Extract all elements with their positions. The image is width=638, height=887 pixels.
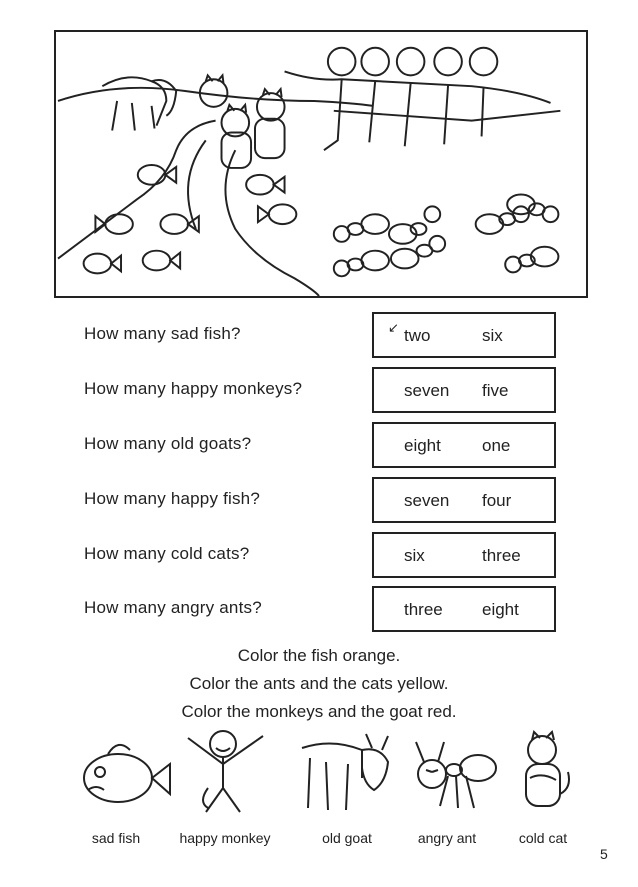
question-text: How many happy monkeys? (84, 379, 303, 398)
instruction-line: Color the ants and the cats yellow. (189, 674, 449, 693)
instruction-line: Color the monkeys and the goat red. (181, 702, 457, 721)
goat-drawing (102, 77, 176, 130)
question-text: How many angry ants? (84, 598, 262, 617)
answer-option[interactable]: six (404, 546, 425, 565)
answer-option[interactable]: two (404, 326, 431, 345)
answer-option[interactable]: four (482, 491, 512, 510)
cold-cat-icon (512, 728, 574, 814)
old-goat-icon (292, 728, 396, 814)
answer-box (372, 532, 556, 578)
answer-option[interactable]: eight (482, 600, 519, 619)
legend-label: sad fish (91, 830, 141, 846)
question-row (0, 532, 638, 580)
question-row (0, 586, 638, 634)
instruction-line: Color the fish orange. (237, 646, 401, 665)
angry-ant-icon (404, 728, 498, 814)
answer-option[interactable]: seven (404, 381, 450, 400)
pencil-mark: ↙ (388, 320, 399, 335)
legend-label: happy monkey (179, 830, 271, 846)
question-row (0, 422, 638, 470)
sad-fish-icon (78, 728, 172, 814)
answer-option[interactable]: six (482, 326, 503, 345)
scene-illustration (54, 30, 588, 298)
page-number: 5 (600, 846, 608, 862)
answer-box (372, 312, 556, 358)
answer-option[interactable]: three (404, 600, 443, 619)
happy-monkey-icon (168, 728, 278, 814)
monkeys-drawing (285, 48, 561, 150)
answer-box (372, 477, 556, 523)
answer-option[interactable]: three (482, 546, 521, 565)
answer-box (372, 422, 556, 468)
question-row (0, 477, 638, 525)
fish-drawing (84, 165, 297, 273)
legend-label: old goat (322, 830, 372, 846)
question-row (0, 312, 638, 360)
answer-option[interactable]: seven (404, 491, 450, 510)
answer-option[interactable]: five (482, 381, 509, 400)
question-text: How many old goats? (84, 434, 252, 453)
question-row (0, 367, 638, 415)
question-text: How many sad fish? (84, 324, 241, 343)
question-text: How many happy fish? (84, 489, 260, 508)
answer-option[interactable]: eight (404, 436, 441, 455)
answer-box (372, 586, 556, 632)
answer-box (372, 367, 556, 413)
legend-label: cold cat (518, 830, 568, 846)
question-text: How many cold cats? (84, 544, 250, 563)
ants-drawing (334, 195, 559, 277)
legend-label: angry ant (417, 830, 477, 846)
answer-option[interactable]: one (482, 436, 511, 455)
